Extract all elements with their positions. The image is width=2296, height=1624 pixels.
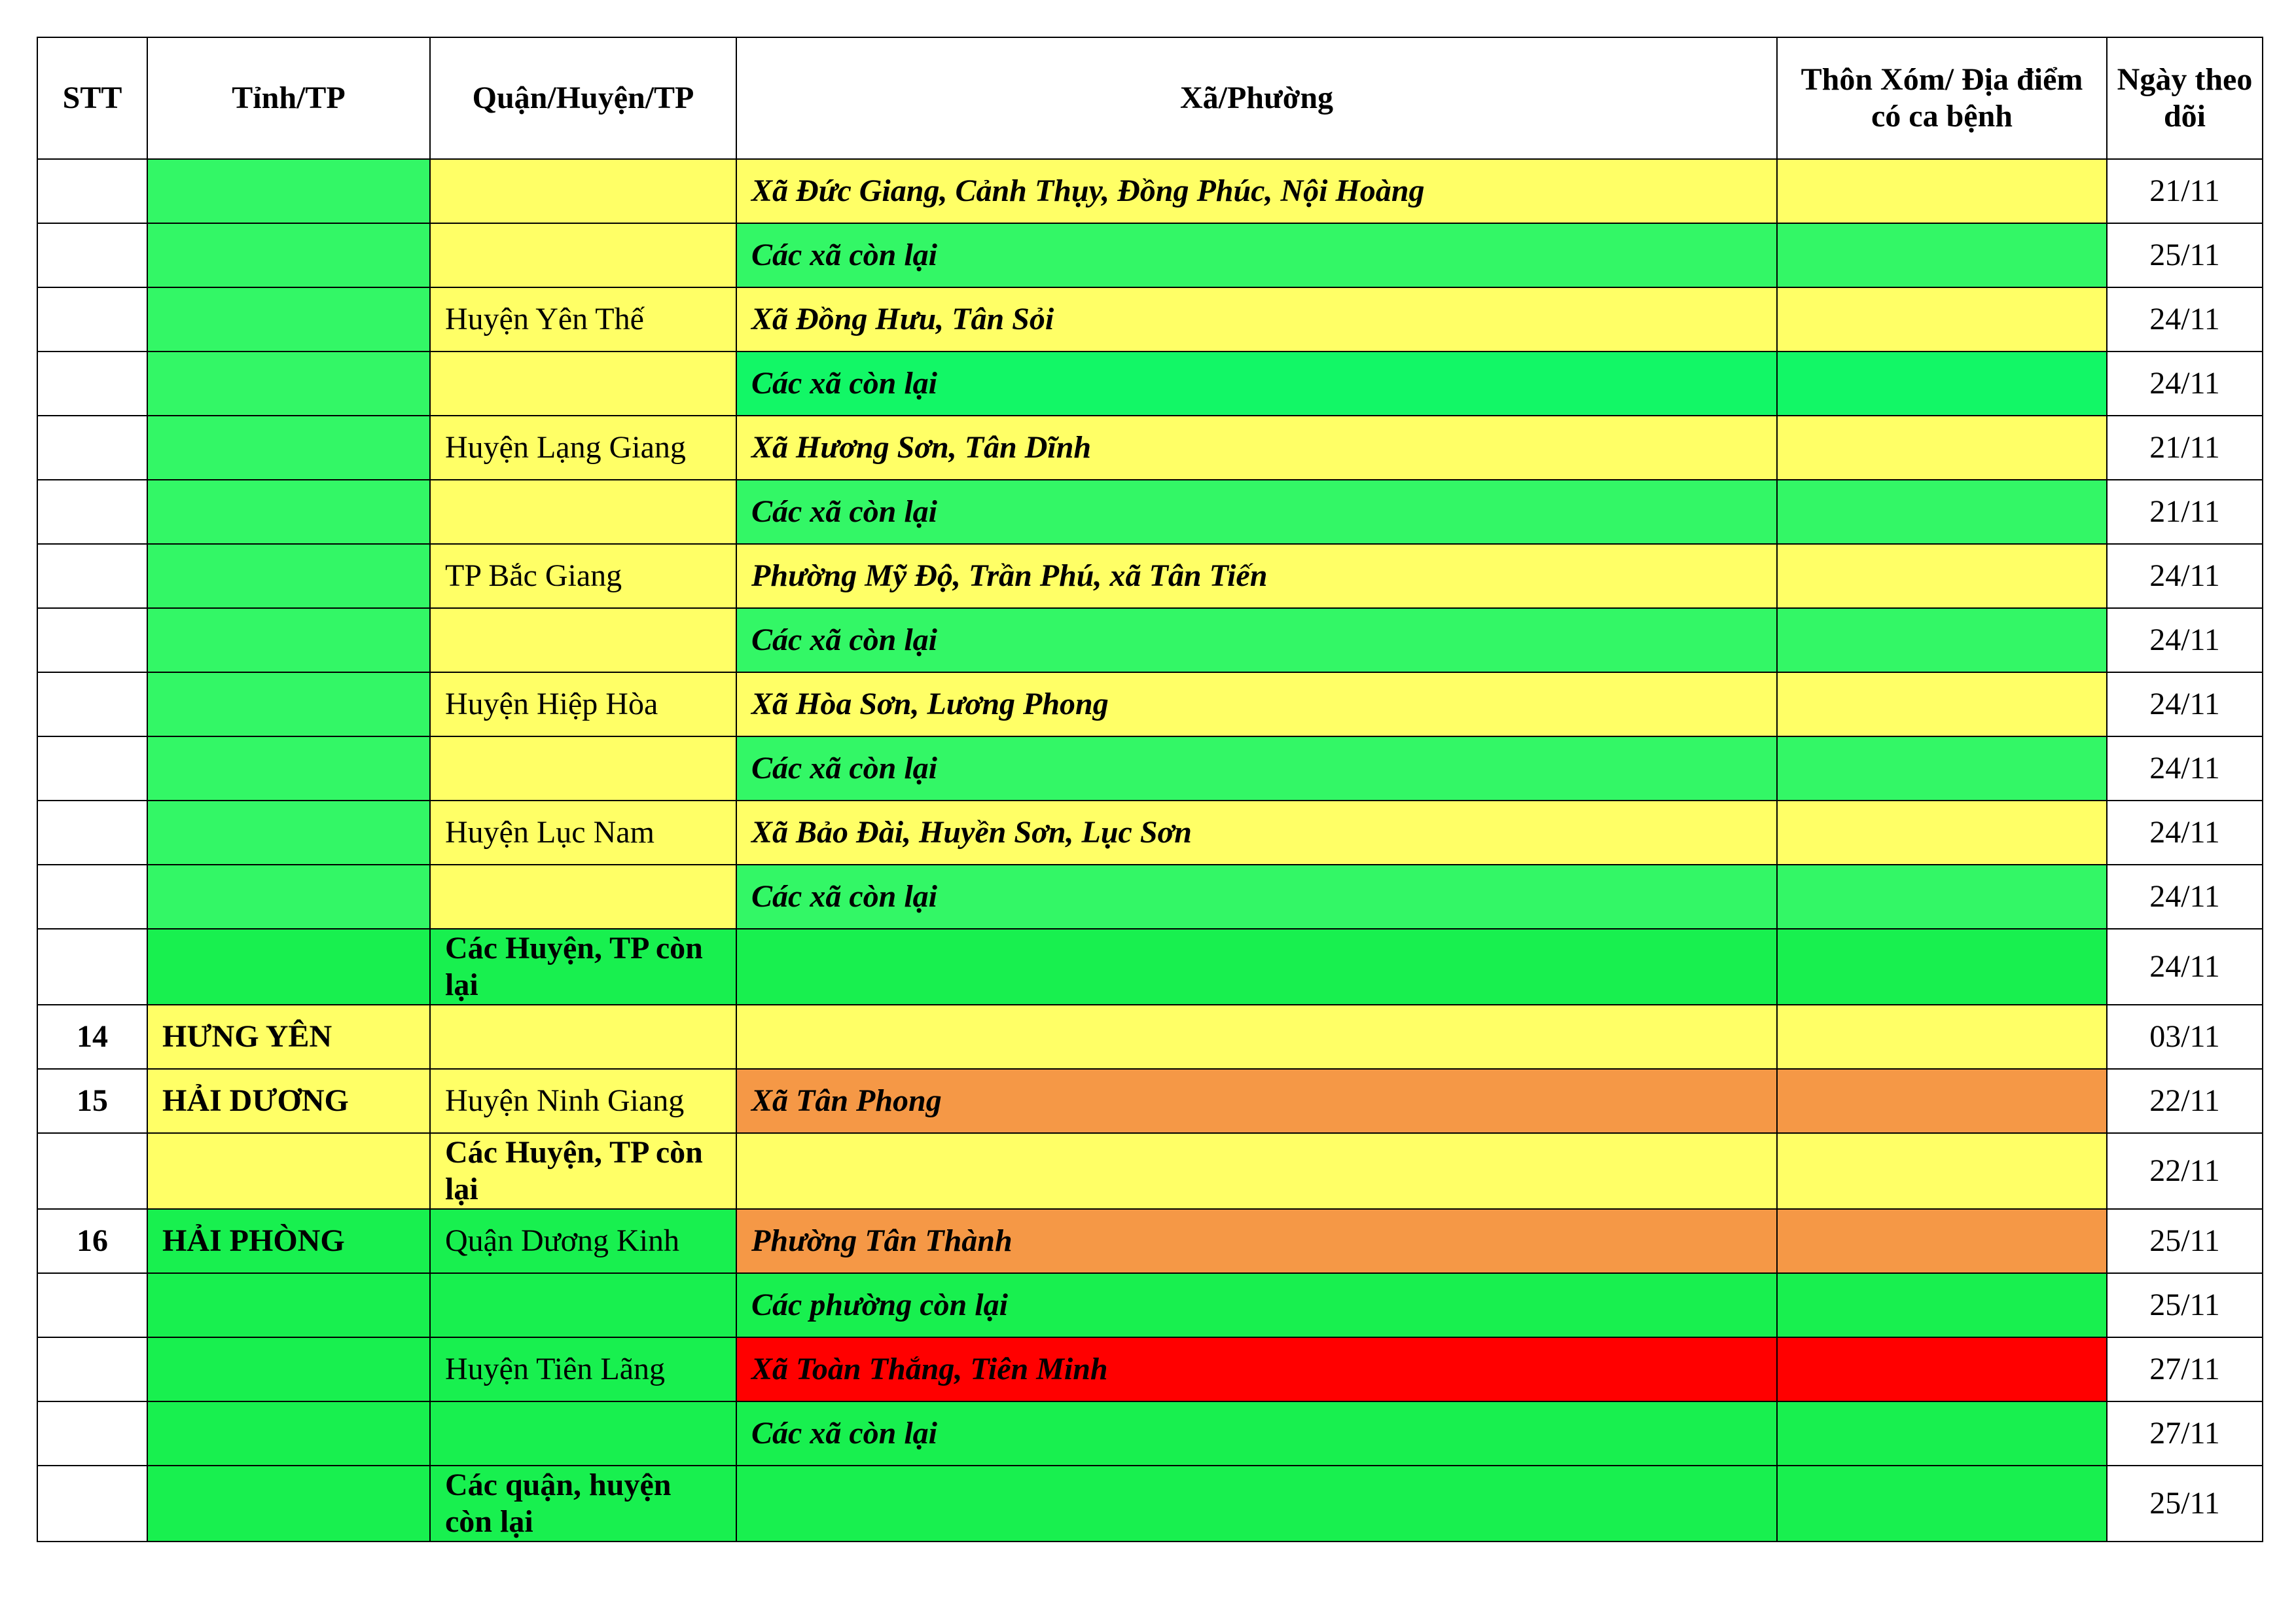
cell-tinh bbox=[147, 1273, 430, 1337]
cell-stt bbox=[37, 352, 147, 416]
cell-xa: Các xã còn lại bbox=[736, 352, 1777, 416]
cell-thon bbox=[1777, 672, 2107, 736]
cell-stt bbox=[37, 223, 147, 287]
cell-ngay: 24/11 bbox=[2107, 352, 2263, 416]
cell-quan bbox=[430, 736, 736, 801]
cell-thon bbox=[1777, 865, 2107, 929]
cell-tinh bbox=[147, 416, 430, 480]
cell-xa: Xã Đức Giang, Cảnh Thụy, Đồng Phúc, Nội Hoàng bbox=[736, 159, 1777, 223]
table-row bbox=[37, 416, 2263, 480]
cell-thon bbox=[1777, 1005, 2107, 1069]
cell-tinh bbox=[147, 544, 430, 608]
cell-ngay: 27/11 bbox=[2107, 1401, 2263, 1466]
cell-xa: Xã Toàn Thắng, Tiên Minh bbox=[736, 1337, 1777, 1401]
cell-xa: Xã Bảo Đài, Huyền Sơn, Lục Sơn bbox=[736, 801, 1777, 865]
cell-ngay: 22/11 bbox=[2107, 1069, 2263, 1133]
cell-ngay: 25/11 bbox=[2107, 1209, 2263, 1273]
table-row bbox=[37, 608, 2263, 672]
cell-ngay: 25/11 bbox=[2107, 1466, 2263, 1542]
table-row bbox=[37, 1069, 2263, 1133]
cell-tinh bbox=[147, 287, 430, 352]
cell-stt: 15 bbox=[37, 1069, 147, 1133]
cell-quan: Huyện Ninh Giang bbox=[430, 1069, 736, 1133]
cell-thon bbox=[1777, 1273, 2107, 1337]
cell-ngay: 25/11 bbox=[2107, 223, 2263, 287]
cell-tinh bbox=[147, 672, 430, 736]
cell-thon bbox=[1777, 608, 2107, 672]
cell-stt bbox=[37, 287, 147, 352]
cell-quan bbox=[430, 1005, 736, 1069]
cell-ngay: 21/11 bbox=[2107, 159, 2263, 223]
table-row bbox=[37, 1337, 2263, 1401]
table-row bbox=[37, 287, 2263, 352]
cell-xa: Xã Đồng Hưu, Tân Sỏi bbox=[736, 287, 1777, 352]
cell-thon bbox=[1777, 1337, 2107, 1401]
table-row bbox=[37, 865, 2263, 929]
cell-thon bbox=[1777, 287, 2107, 352]
table-row bbox=[37, 480, 2263, 544]
header-xa: Xã/Phường bbox=[736, 37, 1777, 159]
cell-thon bbox=[1777, 1069, 2107, 1133]
cell-tinh: HẢI PHÒNG bbox=[147, 1209, 430, 1273]
cell-stt bbox=[37, 480, 147, 544]
table-row bbox=[37, 159, 2263, 223]
cell-tinh bbox=[147, 736, 430, 801]
cell-xa: Xã Hương Sơn, Tân Dĩnh bbox=[736, 416, 1777, 480]
cell-quan bbox=[430, 1401, 736, 1466]
cell-stt: 16 bbox=[37, 1209, 147, 1273]
cell-stt bbox=[37, 801, 147, 865]
cell-quan bbox=[430, 480, 736, 544]
cell-stt bbox=[37, 1273, 147, 1337]
cell-stt bbox=[37, 1401, 147, 1466]
table-row bbox=[37, 1005, 2263, 1069]
cell-xa bbox=[736, 929, 1777, 1005]
header-stt: STT bbox=[37, 37, 147, 159]
cell-stt bbox=[37, 416, 147, 480]
cell-stt bbox=[37, 1466, 147, 1542]
cell-xa: Các xã còn lại bbox=[736, 480, 1777, 544]
cell-stt bbox=[37, 1337, 147, 1401]
cell-stt bbox=[37, 929, 147, 1005]
cell-xa: Phường Mỹ Độ, Trần Phú, xã Tân Tiến bbox=[736, 544, 1777, 608]
header-thon: Thôn Xóm/ Địa điểm có ca bệnh bbox=[1777, 37, 2107, 159]
cell-xa: Các xã còn lại bbox=[736, 865, 1777, 929]
cell-xa: Xã Hòa Sơn, Lương Phong bbox=[736, 672, 1777, 736]
table-header-row bbox=[37, 37, 2263, 159]
cell-quan: Các Huyện, TP còn lại bbox=[430, 1133, 736, 1209]
cell-stt bbox=[37, 608, 147, 672]
cell-thon bbox=[1777, 352, 2107, 416]
cell-xa: Các phường còn lại bbox=[736, 1273, 1777, 1337]
cell-ngay: 24/11 bbox=[2107, 801, 2263, 865]
cell-tinh bbox=[147, 865, 430, 929]
cell-thon bbox=[1777, 1466, 2107, 1542]
cell-ngay: 24/11 bbox=[2107, 544, 2263, 608]
table-row bbox=[37, 1133, 2263, 1209]
cell-quan bbox=[430, 608, 736, 672]
table-row bbox=[37, 672, 2263, 736]
cell-thon bbox=[1777, 544, 2107, 608]
table-row bbox=[37, 223, 2263, 287]
cell-tinh bbox=[147, 159, 430, 223]
cell-thon bbox=[1777, 801, 2107, 865]
table-row bbox=[37, 1273, 2263, 1337]
cell-ngay: 03/11 bbox=[2107, 1005, 2263, 1069]
cell-stt bbox=[37, 672, 147, 736]
cell-ngay: 22/11 bbox=[2107, 1133, 2263, 1209]
cell-quan: Các quận, huyện còn lại bbox=[430, 1466, 736, 1542]
cell-xa: Xã Tân Phong bbox=[736, 1069, 1777, 1133]
cell-tinh bbox=[147, 1133, 430, 1209]
cell-quan: Huyện Tiên Lãng bbox=[430, 1337, 736, 1401]
cell-thon bbox=[1777, 223, 2107, 287]
cell-tinh bbox=[147, 608, 430, 672]
table-row bbox=[37, 1401, 2263, 1466]
cell-tinh bbox=[147, 1337, 430, 1401]
covid-zone-table bbox=[37, 37, 2263, 1542]
cell-quan: Huyện Hiệp Hòa bbox=[430, 672, 736, 736]
cell-tinh bbox=[147, 1466, 430, 1542]
cell-stt bbox=[37, 159, 147, 223]
cell-thon bbox=[1777, 1133, 2107, 1209]
cell-tinh bbox=[147, 223, 430, 287]
cell-xa bbox=[736, 1005, 1777, 1069]
cell-tinh bbox=[147, 480, 430, 544]
cell-quan bbox=[430, 159, 736, 223]
cell-stt bbox=[37, 1133, 147, 1209]
cell-stt bbox=[37, 736, 147, 801]
cell-thon bbox=[1777, 159, 2107, 223]
cell-quan: Các Huyện, TP còn lại bbox=[430, 929, 736, 1005]
header-quan: Quận/Huyện/TP bbox=[430, 37, 736, 159]
cell-tinh bbox=[147, 352, 430, 416]
cell-xa: Các xã còn lại bbox=[736, 223, 1777, 287]
table-row bbox=[37, 929, 2263, 1005]
cell-tinh bbox=[147, 929, 430, 1005]
cell-tinh bbox=[147, 1401, 430, 1466]
table-row bbox=[37, 1209, 2263, 1273]
cell-stt bbox=[37, 865, 147, 929]
cell-ngay: 24/11 bbox=[2107, 736, 2263, 801]
cell-quan: Huyện Lục Nam bbox=[430, 801, 736, 865]
header-tinh: Tỉnh/TP bbox=[147, 37, 430, 159]
cell-stt: 14 bbox=[37, 1005, 147, 1069]
cell-quan: TP Bắc Giang bbox=[430, 544, 736, 608]
cell-thon bbox=[1777, 736, 2107, 801]
cell-tinh bbox=[147, 801, 430, 865]
cell-tinh: HƯNG YÊN bbox=[147, 1005, 430, 1069]
cell-thon bbox=[1777, 480, 2107, 544]
cell-quan: Huyện Lạng Giang bbox=[430, 416, 736, 480]
cell-thon bbox=[1777, 416, 2107, 480]
cell-xa: Các xã còn lại bbox=[736, 736, 1777, 801]
cell-ngay: 24/11 bbox=[2107, 672, 2263, 736]
cell-xa: Các xã còn lại bbox=[736, 608, 1777, 672]
cell-ngay: 24/11 bbox=[2107, 865, 2263, 929]
table-row bbox=[37, 801, 2263, 865]
cell-quan: Quận Dương Kinh bbox=[430, 1209, 736, 1273]
cell-thon bbox=[1777, 929, 2107, 1005]
cell-stt bbox=[37, 544, 147, 608]
cell-thon bbox=[1777, 1401, 2107, 1466]
cell-quan bbox=[430, 865, 736, 929]
cell-xa bbox=[736, 1133, 1777, 1209]
cell-ngay: 24/11 bbox=[2107, 608, 2263, 672]
cell-xa: Phường Tân Thành bbox=[736, 1209, 1777, 1273]
cell-quan bbox=[430, 352, 736, 416]
cell-ngay: 21/11 bbox=[2107, 480, 2263, 544]
table-row bbox=[37, 544, 2263, 608]
cell-quan bbox=[430, 223, 736, 287]
cell-tinh: HẢI DƯƠNG bbox=[147, 1069, 430, 1133]
cell-quan: Huyện Yên Thế bbox=[430, 287, 736, 352]
cell-ngay: 27/11 bbox=[2107, 1337, 2263, 1401]
cell-ngay: 25/11 bbox=[2107, 1273, 2263, 1337]
table-row bbox=[37, 352, 2263, 416]
cell-thon bbox=[1777, 1209, 2107, 1273]
table-row bbox=[37, 1466, 2263, 1542]
cell-ngay: 24/11 bbox=[2107, 287, 2263, 352]
cell-quan bbox=[430, 1273, 736, 1337]
cell-xa: Các xã còn lại bbox=[736, 1401, 1777, 1466]
cell-xa bbox=[736, 1466, 1777, 1542]
cell-ngay: 21/11 bbox=[2107, 416, 2263, 480]
table-row bbox=[37, 736, 2263, 801]
header-ngay: Ngày theo dõi bbox=[2107, 37, 2263, 159]
cell-ngay: 24/11 bbox=[2107, 929, 2263, 1005]
